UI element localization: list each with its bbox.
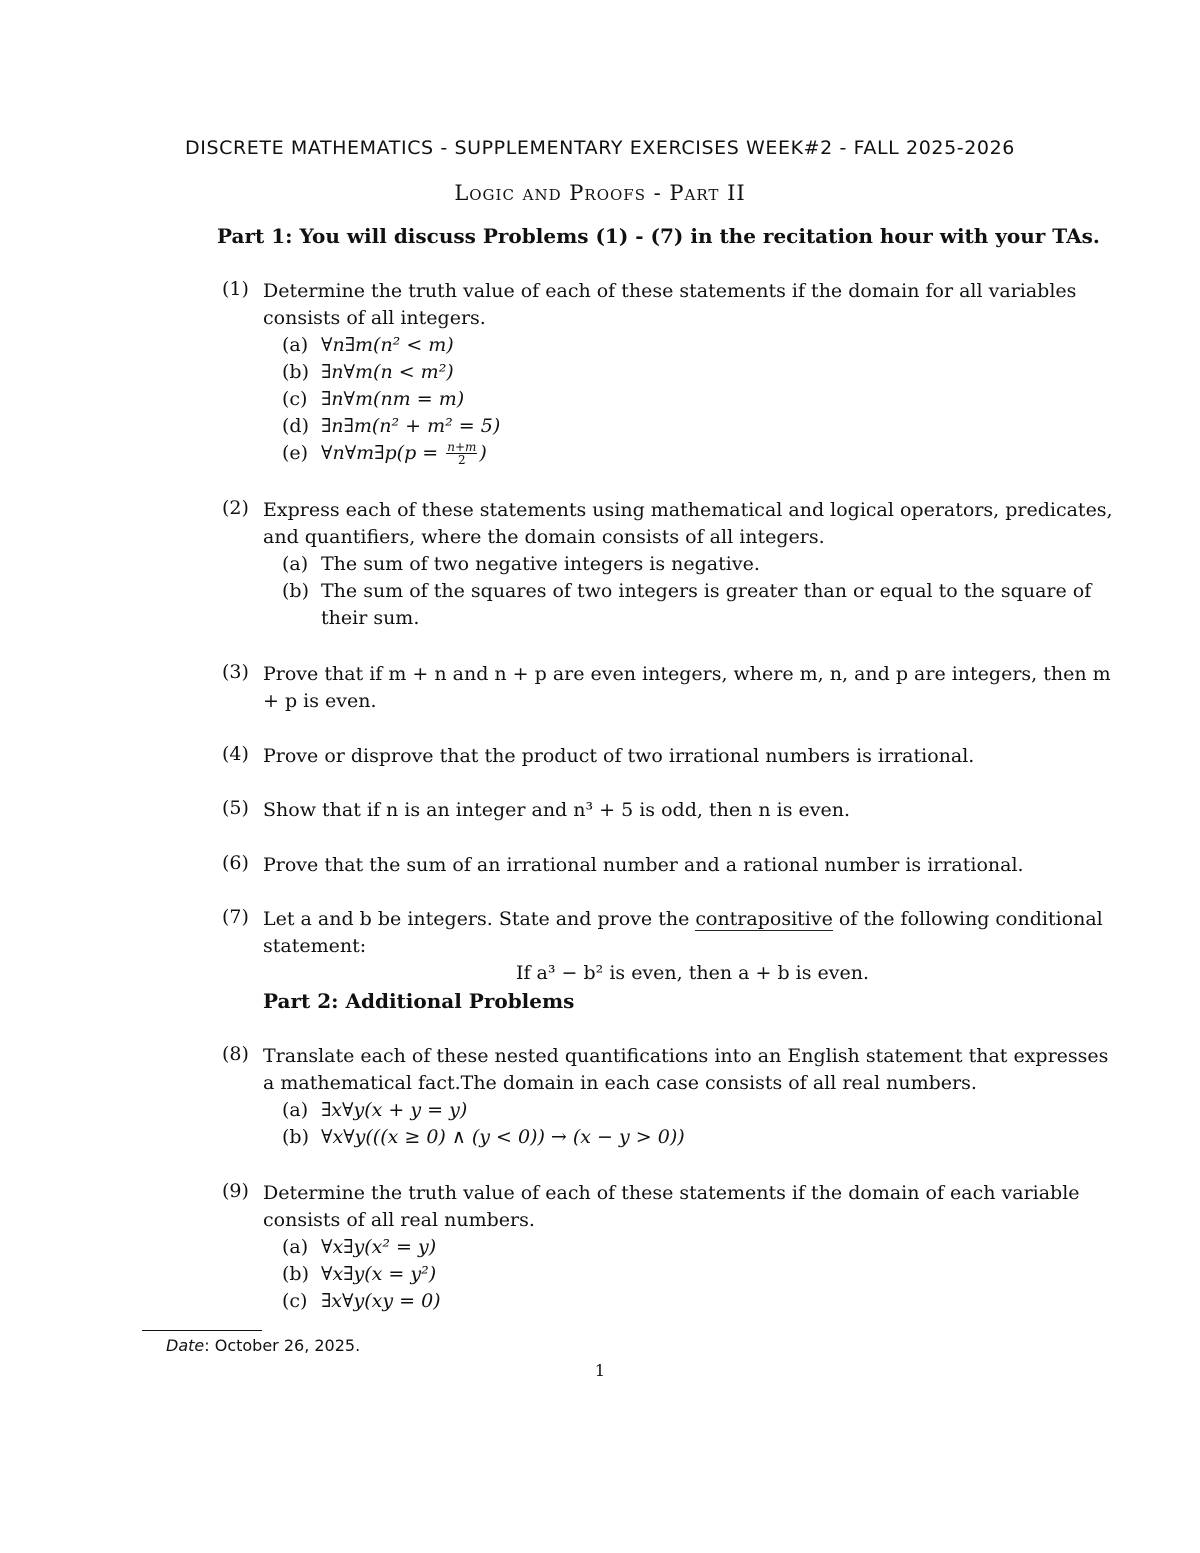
sub-label: (c) (282, 388, 308, 410)
sub-item (282, 332, 1122, 359)
formula-suffix: ) (479, 442, 487, 464)
underlined-term: contrapositive (695, 908, 833, 930)
sub-label: (a) (282, 1099, 309, 1121)
problem-number: (4) (222, 743, 249, 765)
text-after: of the following conditional statement: (263, 908, 1103, 957)
problem-3 (222, 661, 1122, 715)
sub-label: (a) (282, 334, 309, 356)
document-header: DISCRETE MATHEMATICS - SUPPLEMENTARY EXERCISES WEEK#2 - FALL 2025-2026 (185, 137, 1015, 159)
problem-text: Translate each of these nested quantifications into an English statement that expresses a mathematical fact.The domain in each case consists of all real numbers. (263, 1045, 1109, 1094)
footnote-label: Date (166, 1336, 205, 1355)
problem-4 (222, 743, 1122, 770)
part2-heading: Part 2: Additional Problems (263, 989, 575, 1013)
sub-label: (a) (282, 1236, 309, 1258)
problem-number: (1) (222, 278, 249, 300)
fraction-numerator: n+m (447, 440, 477, 455)
sub-item (282, 440, 1122, 467)
problem-number: (5) (222, 797, 249, 819)
conditional-statement: If a³ − b² is even, then a + b is even. (515, 962, 870, 984)
text-before: Let a and b be integers. State and prove the (263, 908, 696, 930)
footnote-divider (142, 1330, 262, 1331)
formula (321, 440, 1122, 467)
sub-label: (b) (282, 1126, 309, 1148)
problem-number: (3) (222, 661, 249, 683)
footnote-text: : October 26, 2025. (204, 1336, 361, 1355)
problem-text: Determine the truth value of each of these statements if the domain of each variable consists of all real numbers. (263, 1182, 1080, 1231)
problem-text: Determine the truth value of each of these statements if the domain for all variables consists of all integers. (263, 280, 1077, 329)
sub-label: (a) (282, 553, 309, 575)
sub-item (282, 1234, 1122, 1261)
part1-heading: Part 1: You will discuss Problems (1) - (7) in the recitation hour with your TAs. (217, 224, 1100, 248)
problem-2 (222, 497, 1122, 632)
sub-label: (b) (282, 1263, 309, 1285)
sub-label: (d) (282, 415, 309, 437)
sub-label: (b) (282, 361, 309, 383)
sub-label: (c) (282, 1290, 308, 1312)
sub-item (282, 1124, 1122, 1151)
problem-text: Prove that if m + n and n + p are even integers, where m, n, and p are integers, then m + p is even. (263, 663, 1111, 712)
formula: ∀n∃m(n² < m) (321, 334, 454, 356)
problem-text: Prove or disprove that the product of two irrational numbers is irrational. (263, 745, 975, 767)
sub-item (282, 578, 1122, 632)
problem-text: Express each of these statements using mathematical and logical operators, predicates, and quantifiers, where the domain consists of all integers. (263, 499, 1113, 548)
page-number: 1 (594, 1361, 606, 1380)
formula: ∃n∀m(n < m²) (321, 361, 454, 383)
problem-9 (222, 1180, 1122, 1315)
sub-item (282, 413, 1122, 440)
sub-item (282, 359, 1122, 386)
sub-item (282, 1288, 1122, 1315)
problem-number: (9) (222, 1180, 249, 1202)
fraction (446, 441, 477, 466)
formula: ∀x∀y(((x ≥ 0) ∧ (y < 0)) → (x − y > 0)) (321, 1126, 685, 1148)
sub-label: (e) (282, 442, 309, 464)
problem-8 (222, 1043, 1122, 1151)
sub-text: The sum of the squares of two integers is greater than or equal to the square of their sum. (321, 580, 1092, 629)
formula: ∀x∃y(x = y²) (321, 1263, 437, 1285)
fraction-denominator: 2 (458, 453, 466, 468)
problem-5 (222, 797, 1122, 824)
problem-1 (222, 278, 1122, 467)
problem-number: (2) (222, 497, 249, 519)
formula: ∀x∃y(x² = y) (321, 1236, 437, 1258)
problem-number: (6) (222, 852, 249, 874)
sub-text: The sum of two negative integers is negative. (321, 553, 760, 575)
formula: ∃x∀y(xy = 0) (321, 1290, 441, 1312)
sub-item (282, 1261, 1122, 1288)
formula: ∃n∃m(n² + m² = 5) (321, 415, 501, 437)
problem-6 (222, 852, 1122, 879)
formula-prefix: ∀n∀m∃p(p = (321, 442, 445, 464)
problem-text (263, 906, 1122, 960)
problem-text: Show that if n is an integer and n³ + 5 is odd, then n is even. (263, 799, 850, 821)
sub-item (282, 1097, 1122, 1124)
problem-text: Prove that the sum of an irrational number and a rational number is irrational. (263, 854, 1024, 876)
problem-number: (7) (222, 906, 249, 928)
problem-number: (8) (222, 1043, 249, 1065)
problem-7 (222, 906, 1122, 987)
formula: ∃n∀m(nm = m) (321, 388, 465, 410)
sub-item (282, 386, 1122, 413)
document-subtitle: Logic and Proofs - Part II (454, 181, 746, 205)
footnote-date (166, 1336, 360, 1355)
sub-label: (b) (282, 580, 309, 602)
sub-item (282, 551, 1122, 578)
formula: ∃x∀y(x + y = y) (321, 1099, 468, 1121)
